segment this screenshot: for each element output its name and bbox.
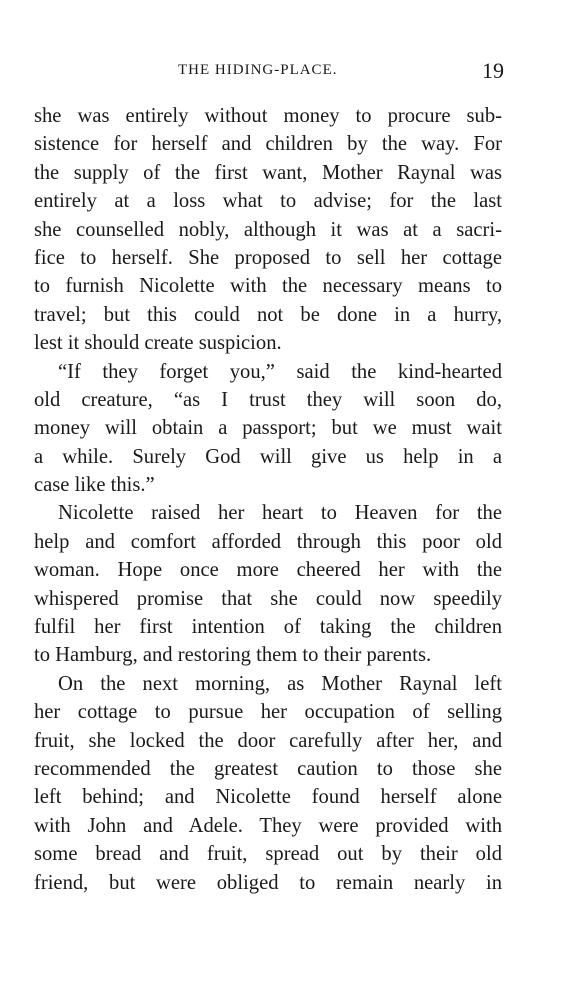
text-line: On the next morning, as Mother Raynal left (58, 672, 502, 695)
text-line: she was entirely without money to procure sub- (34, 105, 502, 127)
text-line: travel; but this could not be done in a hurry, (34, 303, 502, 326)
text-line: whispered promise that she could now speedily (34, 587, 502, 610)
text-line: money will obtain a passport; but we must wait (34, 417, 502, 440)
text-line: entirely at a loss what to advise; for the last (34, 190, 502, 213)
text-line: case like this.” (34, 474, 155, 497)
text-line: “If they forget you,” said the kind-hearted (58, 360, 502, 383)
text-line: old creature, “as I trust they will soon do, (34, 388, 502, 411)
body-text (34, 102, 502, 897)
text-line: lest it should create suspicion. (34, 332, 282, 355)
text-line: her cottage to pursue her occupation of selling (34, 701, 502, 724)
text-line: help and comfort afforded through this poor old (34, 530, 502, 553)
text-line: the supply of the first want, Mother Raynal was (34, 161, 502, 184)
text-line: some bread and fruit, spread out by their old (34, 843, 502, 866)
text-line: fruit, she locked the door carefully after her, and (34, 729, 502, 752)
text-line: woman. Hope once more cheered her with the (34, 559, 502, 582)
text-line: sistence for herself and children by the way. For (34, 133, 502, 156)
text-line: to furnish Nicolette with the necessary means to (34, 275, 502, 298)
text-line: to Hamburg, and restoring them to their parents. (34, 644, 432, 667)
text-line: with John and Adele. They were provided with (34, 814, 502, 837)
page-number: 19 (482, 58, 504, 83)
text-line: fulfil her first intention of taking the children (34, 616, 502, 639)
text-line: fice to herself. She proposed to sell her cottage (34, 246, 502, 269)
text-line: friend, but were obliged to remain nearly in (34, 871, 502, 894)
text-line: left behind; and Nicolette found herself alone (34, 786, 502, 809)
text-line: recommended the greatest caution to those she (34, 757, 502, 780)
text-line: a while. Surely God will give us help in a (34, 445, 502, 468)
text-line: Nicolette raised her heart to Heaven for the (58, 502, 502, 525)
text-line: she counselled nobly, although it was at a sacri- (34, 218, 502, 241)
running-head: THE HIDING-PLACE. (178, 62, 338, 78)
